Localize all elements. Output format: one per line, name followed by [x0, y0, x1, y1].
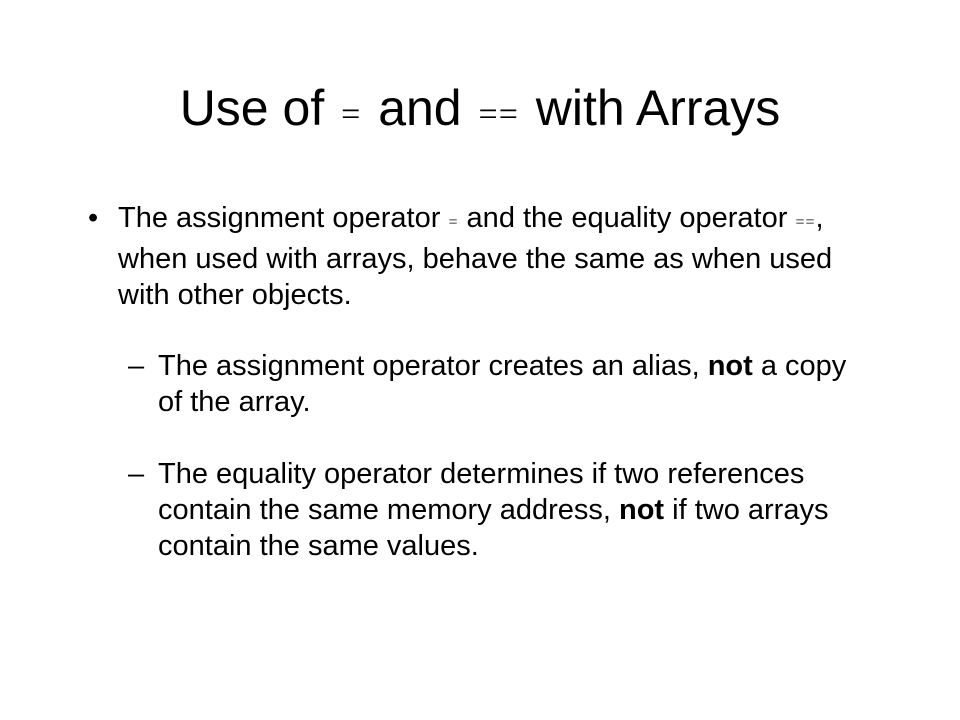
sub-bullet-bold: not [707, 350, 753, 382]
main-bullet [88, 200, 858, 313]
sub-bullet-item [128, 456, 868, 564]
title-prefix: Use of [179, 80, 339, 136]
title-suffix: with Arrays [521, 80, 781, 136]
title-equality-operator: == [478, 96, 519, 133]
sub-bullet-item [128, 348, 868, 420]
inline-equality-operator: == [795, 214, 816, 231]
sub-bullet-equality [128, 456, 868, 564]
bullet-marker: • [88, 202, 99, 234]
sub-bullet-part2: a copy of the array. [158, 350, 847, 418]
main-bullet-part1: The assignment operator [118, 202, 449, 234]
main-bullet-part2: and the equality operator [458, 202, 796, 234]
sub-bullet-part1: The equality operator determines if two references contain the same memory address, [158, 458, 805, 526]
sub-bullet-alias [128, 348, 868, 420]
main-bullet-part3: , when used with arrays, behave the same as when used with other objects. [118, 202, 833, 311]
inline-assign-operator: = [448, 214, 459, 231]
sub-bullet-text [158, 348, 868, 420]
sub-bullet-bold: not [618, 494, 665, 526]
sub-bullet-part2: if two arrays contain the same values. [158, 494, 829, 562]
title-assign-operator: = [341, 96, 362, 133]
dash-marker: – [128, 350, 145, 382]
title-middle: and [364, 80, 476, 136]
sub-bullet-part1: The assignment operator creates an alias, [158, 350, 708, 382]
dash-marker: – [128, 458, 145, 490]
main-bullet-text [118, 200, 858, 313]
slide-title [0, 78, 960, 138]
sub-bullet-text [158, 456, 868, 564]
